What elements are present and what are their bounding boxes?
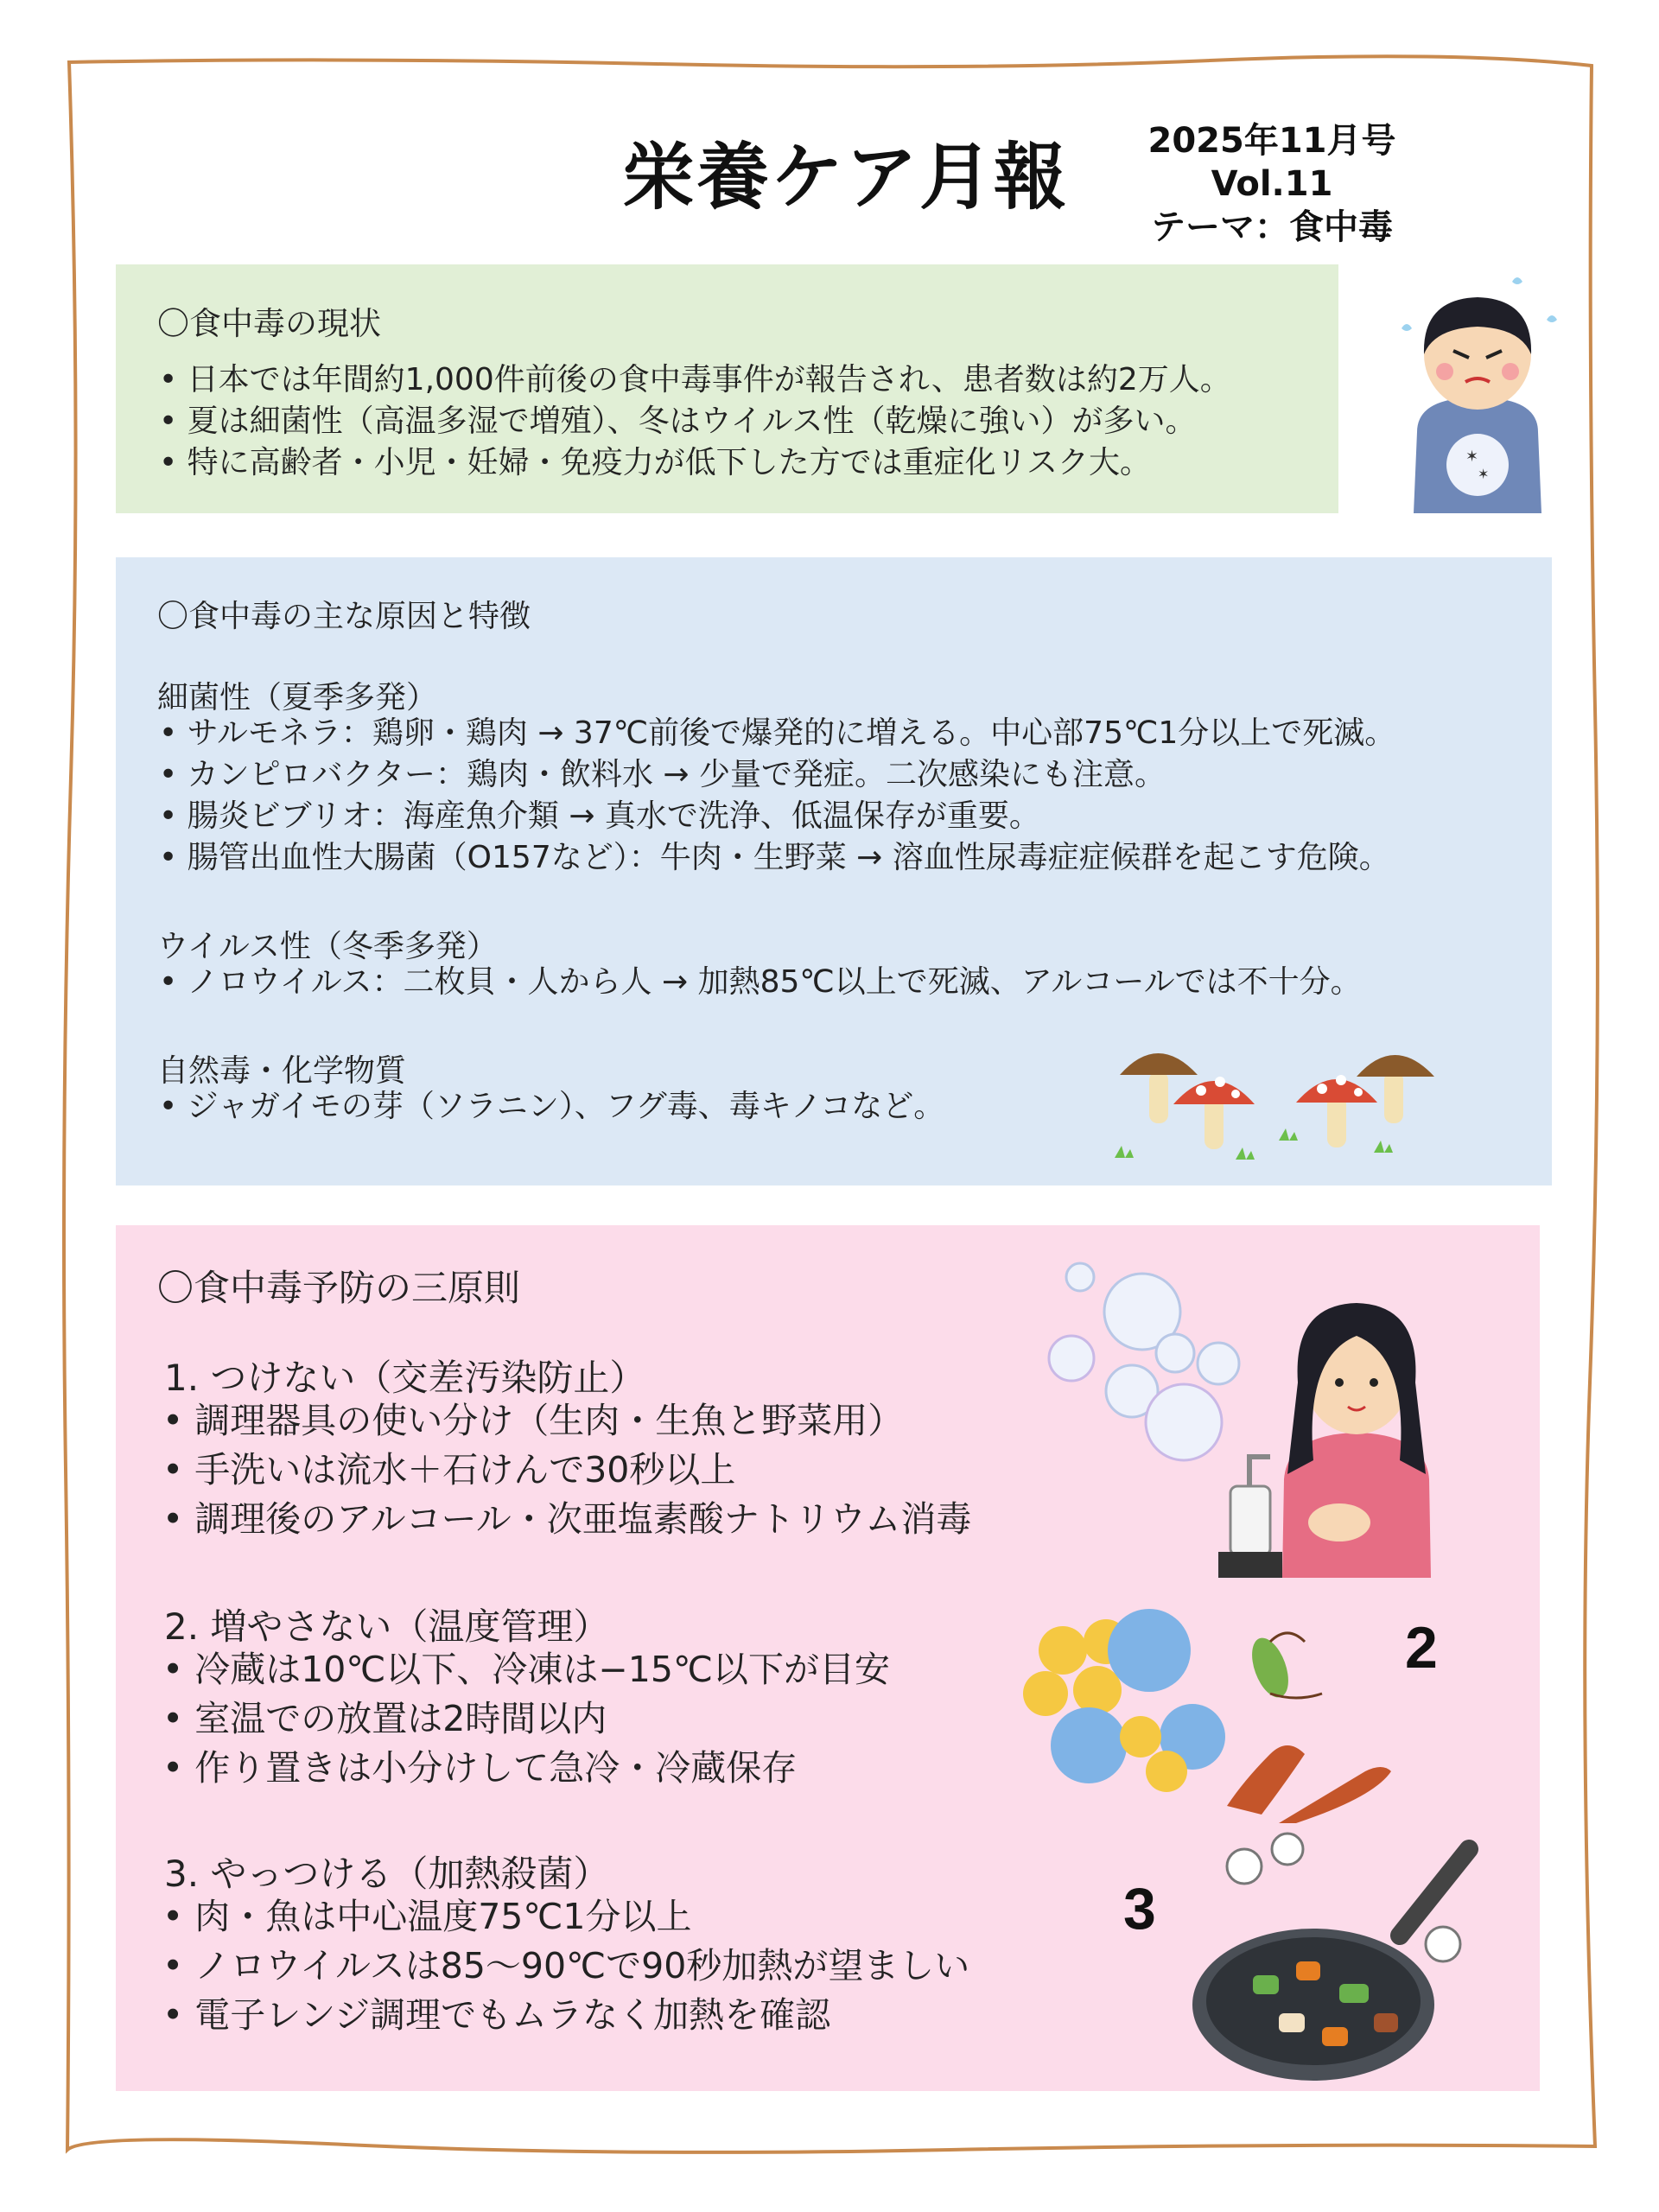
viral-list <box>159 962 1362 1003</box>
viral-title: ウイルス性（冬季多発） <box>157 929 498 964</box>
principle-1-title: 1. つけない（交差汚染防止） <box>164 1357 646 1399</box>
principle-2-number: 2 <box>1405 1615 1438 1681</box>
principle-2-list <box>162 1645 890 1793</box>
list-item: • 電子レンジ調理でもムラなく加熱を確認 <box>162 1994 831 2036</box>
natural-toxin-title: 自然毒・化学物質 <box>157 1053 407 1089</box>
list-item: • 特に高齢者・小児・妊婦・免疫力が低下した方では重症化リスク大。 <box>159 445 1151 480</box>
list-item: • 冷蔵は10℃以下、冷凍は−15℃以下が目安 <box>162 1649 890 1690</box>
prevention-heading: 〇食中毒予防の三原則 <box>157 1267 521 1309</box>
current-state-heading: 〇食中毒の現状 <box>157 305 381 342</box>
principle-3-list <box>162 1892 969 2040</box>
list-item: • カンピロバクター：鶏肉・飲料水 → 少量で発症。二次感染にも注意。 <box>159 757 1166 792</box>
mushrooms-icon <box>1115 1037 1452 1166</box>
bacteria-icon <box>1011 1607 1400 1823</box>
principle-3-title: 3. やっつける（加熱殺菌） <box>164 1853 610 1895</box>
list-item: • 作り置きは小分けして急冷・冷蔵保存 <box>162 1747 798 1789</box>
handwashing-woman-icon <box>1046 1253 1443 1581</box>
list-item: • 腸炎ビブリオ：海産魚介類 → 真水で洗浄、低温保存が重要。 <box>159 798 1040 834</box>
list-item: • ジャガイモの芽（ソラニン）、フグ毒、毒キノコなど。 <box>159 1089 945 1124</box>
list-item: • ノロウイルス：二枚貝・人から人 → 加熱85℃以上で死滅、アルコールでは不十分。 <box>159 964 1362 1000</box>
issue-info <box>1099 119 1445 249</box>
svg-text:✶: ✶ <box>1465 448 1479 466</box>
principle-1-list <box>162 1396 971 1544</box>
causes-heading: 〇食中毒の主な原因と特徴 <box>157 599 531 634</box>
list-item: • 調理後のアルコール・次亜塩素酸ナトリウム消毒 <box>162 1498 972 1540</box>
list-item: • 夏は細菌性（高温多湿で増殖）、冬はウイルス性（乾燥に強い）が多い。 <box>159 404 1197 439</box>
page-title: 栄養ケア月報 <box>622 135 1069 219</box>
list-item: • 腸管出血性大腸菌（O157など）：牛肉・生野菜 → 溶血性尿毒症症候群を起こす危険。 <box>159 840 1390 875</box>
list-item: • 肉・魚は中心温度75℃1分以上 <box>162 1896 692 1937</box>
principle-2-title: 2. 増やさない（温度管理） <box>164 1605 610 1648</box>
issue-theme: テーマ：食中毒 <box>1151 207 1393 247</box>
current-state-list <box>159 359 1231 484</box>
bacterial-list <box>159 713 1395 879</box>
svg-text:✶: ✶ <box>1478 466 1490 482</box>
current-state-panel <box>116 264 1338 513</box>
frying-pan-icon <box>1184 1832 1495 2091</box>
bacterial-title: 細菌性（夏季多発） <box>157 680 438 715</box>
natural-toxin-list <box>159 1086 944 1128</box>
issue-number: 2025年11月号Vol.11 <box>1147 121 1396 204</box>
list-item: • ノロウイルスは85〜90℃で90秒加熱が望ましい <box>162 1945 970 1986</box>
list-item: • 日本では年間約1,000件前後の食中毒事件が報告され、患者数は約2万人。 <box>159 362 1231 397</box>
principle-3-number: 3 <box>1123 1876 1156 1942</box>
list-item: • サルモネラ：鶏卵・鶏肉 → 37℃前後で爆発的に増える。中心部75℃1分以上で死滅。 <box>159 715 1396 751</box>
sick-boy-icon <box>1382 268 1573 518</box>
list-item: • 調理器具の使い分け（生肉・生魚と野菜用） <box>162 1400 904 1441</box>
list-item: • 手洗いは流水＋石けんで30秒以上 <box>162 1449 736 1491</box>
list-item: • 室温での放置は2時間以内 <box>162 1698 607 1739</box>
